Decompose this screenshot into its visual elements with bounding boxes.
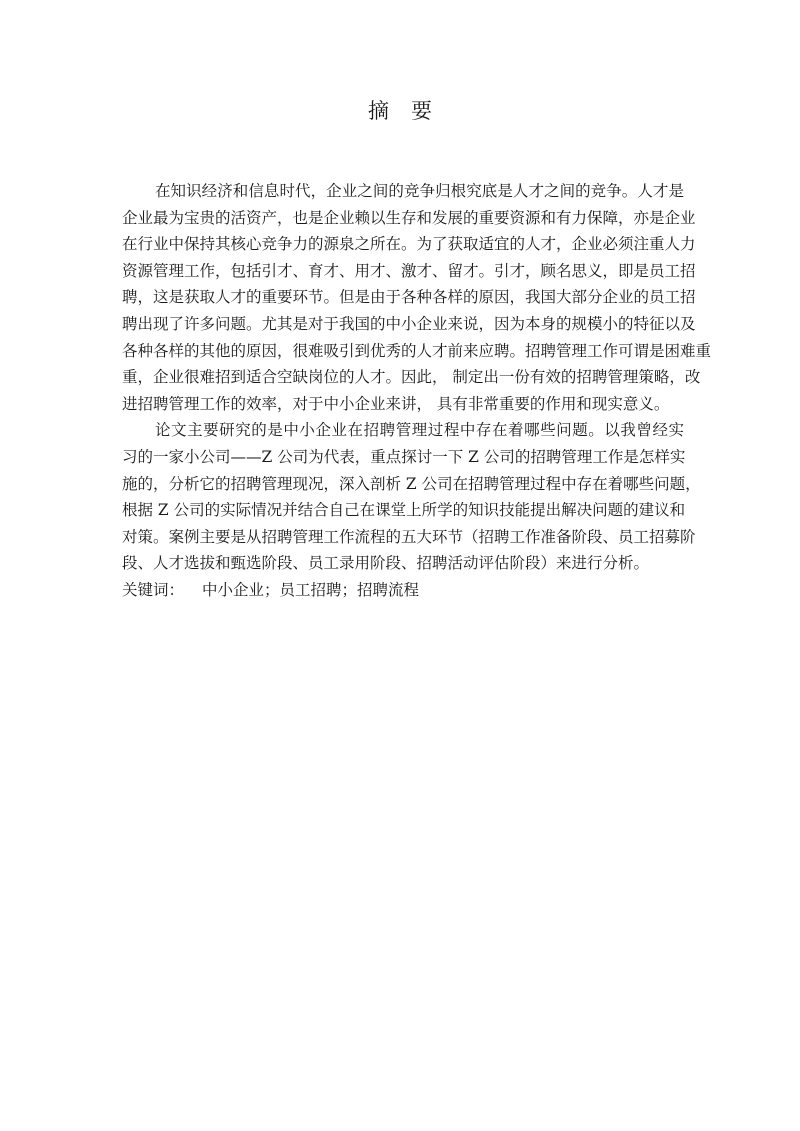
keywords-line xyxy=(122,577,684,604)
keywords-label: 关键词： xyxy=(122,580,185,599)
paragraph-1 xyxy=(122,178,712,417)
text-line: 聘，这是获取人才的重要环节。但是由于各种各样的原因，我国大部分企业的员工招 xyxy=(122,288,696,307)
text-line: 聘出现了许多问题。尤其是对于我国的中小企业来说，因为本身的规模小的特征以及 xyxy=(122,314,696,333)
text-line: 段、人才选拔和甄选阶段、员工录用阶段、招聘活动评估阶段）来进行分析。 xyxy=(122,554,650,573)
text-line: 重，企业很难招到适合空缺岗位的人才。因此， 制定出一份有效的招聘管理策略，改 xyxy=(122,368,701,387)
text-line: 进招聘管理工作的效率，对于中小企业来讲， 具有非常重要的作用和现实意义。 xyxy=(122,394,670,413)
abstract-body xyxy=(122,178,712,604)
paragraph-2 xyxy=(122,417,701,577)
text-line: 根据 Z 公司的实际情况并结合自己在课堂上所学的知识技能提出解决问题的建议和 xyxy=(122,501,686,520)
text-line: 资源管理工作，包括引才、育才、用才、激才、留才。引才，顾名思义，即是员工招 xyxy=(122,261,696,280)
page-title: 摘要 xyxy=(368,99,454,123)
text-line: 企业最为宝贵的活资产，也是企业赖以生存和发展的重要资源和有力保障，亦是企业 xyxy=(122,208,696,227)
text-line: 各种各样的其他的原因，很难吸引到优秀的人才前来应聘。招聘管理工作可谓是困难重 xyxy=(122,341,712,360)
text-line: 在知识经济和信息时代，企业之间的竞争归根究底是人才之间的竞争。人才是 xyxy=(155,182,684,200)
text-line: 对策。案例主要是从招聘管理工作流程的五大环节（招聘工作准备阶段、员工招募阶 xyxy=(122,527,696,546)
text-line: 习的一家小公司——Z 公司为代表，重点探讨一下 Z 公司的招聘管理工作是怎样实 xyxy=(122,447,686,466)
text-line: 施的，分析它的招聘管理现况，深入剖析 Z 公司在招聘管理过程中存在着哪些问题， xyxy=(122,474,701,493)
text-line: 论文主要研究的是中小企业在招聘管理过程中存在着哪些问题。以我曾经实 xyxy=(155,421,684,440)
keywords-value: 中小企业；员工招聘；招聘流程 xyxy=(202,580,420,599)
text-line: 在行业中保持其核心竞争力的源泉之所在。为了获取适宜的人才，企业必须注重人力 xyxy=(122,235,696,254)
